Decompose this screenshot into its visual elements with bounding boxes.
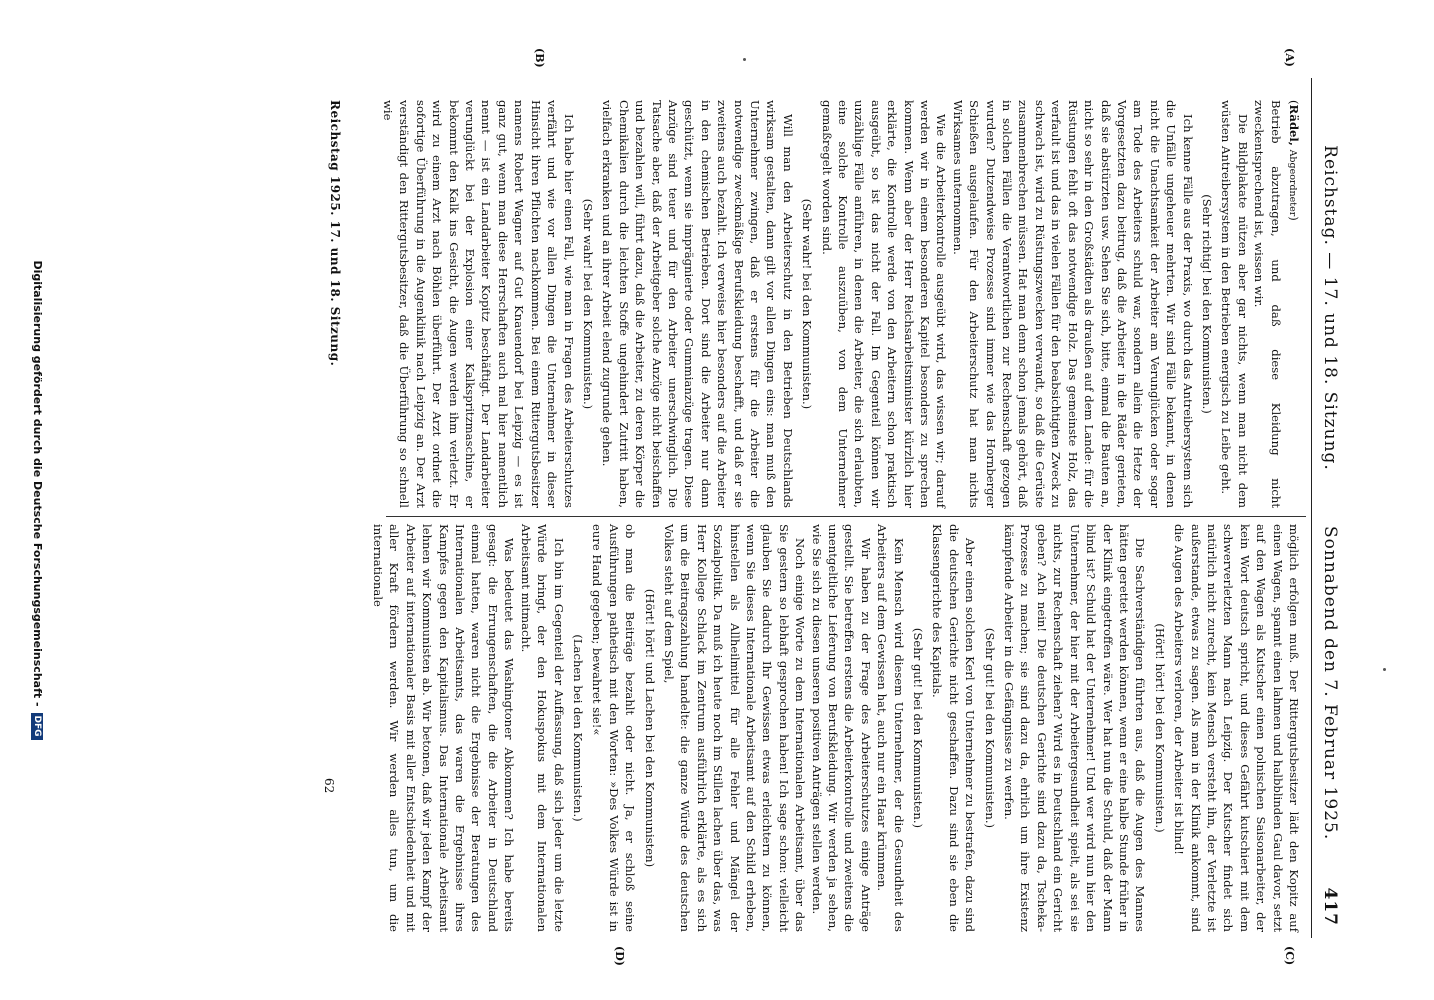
speaker-role: Abgeordneter: [1287, 149, 1298, 217]
dfg-logo: DFG: [31, 713, 43, 740]
speaker-name: Rädel,: [1287, 104, 1301, 146]
interjection: (Sehr wahr! bei den Kommunisten.): [580, 198, 595, 410]
footer-number: 62: [322, 778, 336, 794]
paragraph: Ich habe hier einen Fall, wie man in Fragen des Arbeiterschutzes verfährt und wie vor allen Dingen die Unternehmer in dieser Hinsicht ihren Pflichten nachkommen. Bei einem Rittergutsbesitzer namens Robert Wagner auf Gut Knauendorf bei Leipzig — es ist ganz gut, wenn man diese Herrschaften auch mal hier namentlich nennt — ist ein Landarbeiter Kopitz beschäftigt. Der Landarbeiter verunglückt bei der Explosion einer Kalkspritzmaschine, er bekommt den Kalk ins Gesicht, die Augen werden ihm verletzt. Er wird zu einem Arzt nach Böhlen überführt. Der Arzt ordnet die sofortige Überführung in die Augenklinik nach Leipzig an. Der Arzt verständigt den Rittergutsbesitzer, daß die Überführung so schnell wie: [381, 100, 576, 508]
footer-session: Reichstag 1925. 17. und 18. Sitzung.: [328, 100, 342, 367]
page-header: [1311, 78, 1346, 938]
paragraph: Wie die Arbeiterkontrolle ausgeübt wird, das wissen wir; darauf werden wir in einem besonderen Kapitel besonders zu sprechen kommen. Wenn aber der Herr Reichsarbeitsminister kürzlich hier erklärte, die Kontrolle werde von den Arbeitern schon praktisch ausgeübt, so ist das nicht der Fall. Im Gegenteil können wir unzählige Fälle anführen, in denen die Arbeiter, die sich erlaubten, eine solche Kontrolle auszuüben, von dem Unternehmer gemaßregelt worden sind.: [819, 100, 949, 508]
paragraph: Die Bildplakate nützen aber gar nichts, wenn man nicht dem wüsten Antreibersystem in den Betrieben energisch zu Leibe geht.: [1219, 100, 1250, 508]
paragraph: Aber einen solchen Kerl von Unternehmer zu bestrafen, dazu sind die deutschen Gerichte nicht geschaffen. Dazu sind sie eben die Klassengerichte des Kapitals.: [930, 524, 978, 932]
paragraph: Die Sachverständigen führten aus, daß die Augen des Mannes hätten gerettet werden können, wenn er eine halbe Stunde früher in der Klinik eingetroffen wäre. Wer hat nun die Schuld, daß der Mann blind ist? Schuld hat der Unternehmer! Und wer wird nun hier den Unternehmer, der hier mit der Arbeitergesundheit spielt, als sei sie nichts, zur Rechenschaft ziehen? Wird es in Deutschland ein Gericht geben? Ach nein! Die deutschen Gerichte sind dazu da, Tscheka-Prozesse zu machen; sie sind dazu da, ehrlich um ihre Existenz kämpfende Arbeiter in die Gefängnisse zu werfen.: [1002, 524, 1148, 932]
interjection: (Hört! hört! bei den Kommunisten.): [1152, 623, 1167, 833]
interjection: (Sehr gut! bei den Kommunisten.): [982, 627, 997, 829]
margin-letter-c: (C): [1283, 946, 1296, 966]
speaker-line: (Rädel, Abgeordneter): [1287, 100, 1301, 221]
margin-letter-a: (A): [1283, 48, 1296, 67]
left-column: [380, 100, 1302, 508]
interjection: (Sehr gut! bei den Kommunisten.): [911, 627, 926, 829]
interjection: (Lachen bei den Kommunisten.): [570, 634, 585, 822]
column-divider: [386, 516, 1306, 517]
paragraph: Kein Mensch wird diesem Unternehmer, der die Gesundheit des Arbeiters auf dem Gewissen hat, auch nur ein Haar krümmen.: [875, 524, 906, 932]
header-title-left: Reichstag. — 17. und 18. Sitzung.: [1320, 145, 1340, 471]
margin-letter-d: (D): [613, 946, 626, 966]
page-number: 417: [1320, 887, 1340, 926]
scan-speck: [743, 58, 746, 61]
interjection: (Hört! hört! und Lachen bei den Kommunisten): [642, 588, 657, 868]
paragraph: Will man den Arbeiterschutz in den Betrieben Deutschlands wirksam gestalten, dann gilt vor allen Dingen eins: man muß den Unternehmer zwingen, daß er erstens für die Arbeiter die notwendige zweckmäßige Berufskleidung beschafft, und daß er sie zweitens auch bezahlt. Ich verweise hier besonders auf die Arbeiter in den chemischen Betrieben. Dort sind die Arbeiter nur dann geschützt, wenn sie imprägnierte oder Gummianzüge tragen. Diese Anzüge sind teuer und für den Arbeiter unerschwinglich. Die Tatsache aber, daß der Arbeitgeber solche Anzüge nicht beischaffen und bezahlen will, führt dazu, daß die Arbeiter, zu deren Körper die Chemikalien durch die leichten Stoffe ungehindert Zutritt haben, vielfach erkranken und an ihrer Arbeit elend zugrunde gehen.: [600, 100, 795, 508]
digitization-credit: [24, 0, 44, 1000]
scanned-page: [91, 48, 1346, 966]
right-column: [370, 524, 1302, 932]
scan-speck: [1383, 668, 1386, 671]
paragraph: Wir haben zu der Frage des Arbeiterschutzes einige Anträge gestellt. Sie betreffen erstens die Arbeiterkontrolle und zweitens die unentgeltliche Lieferung von Berufskleidung. Wir werden ja sehen, wie Sie sich zu diesen unseren positiven Anträgen stellen werden.: [809, 524, 873, 932]
paragraph: möglich erfolgen muß. Der Rittergutsbesitzer lädt den Kopitz auf einen Wagen, spannt einen lahmen und halbblinden Gaul davor, setzt auf den Wagen als Kutscher einen polnischen Saisonarbeiter, der kein Wort deutsch spricht, und dieses Gefährt kutschiert mit dem schwerverletzten Mann nach Leipzig. Der Kutscher findet sich natürlich nicht zurecht, kein Mensch versteht ihn, der Verletzte ist außerstande, etwas zu sagen. Als man in der Klinik ankommt, sind die Augen des Arbeiters verloren, der Arbeiter ist blind!: [1172, 524, 1301, 932]
paragraph: Ich bin im Gegenteil der Auffassung, daß sich jeder um die letzte Würde bringt, der den Hokuspokus mit dem Internationalen Arbeitsamt mitmacht.: [518, 524, 566, 932]
paragraph: Was bedeutet das Washingtoner Abkommen? Ich habe bereits gesagt: die Errungenschaften, die die Arbeiter in Deutschland einmal hatten, waren nicht die Ergebnisse der Beratungen des Internationalen Arbeitsamts, das waren die Ergebnisse ihres Kampfes gegen den Kapitalismus. Das Internationale Arbeitsamt lehnen wir Kommunisten ab. Wir betonen, daß wir jeden Kampf der Arbeiter auf internationaler Basis mit aller Entschiedenheit und mit aller Kraft fördern werden. Wir werden alles tun, um die internationale: [371, 524, 517, 932]
interjection: (Sehr wahr! bei den Kommunisten.): [800, 198, 815, 410]
digitization-text: Digitalisierung gefördert durch die Deutsche Forschungsgemeinschaft -: [31, 260, 44, 707]
paragraph: Betrieb abzutragen, und daß diese Kleidung nicht zweckentsprechend ist, wissen wir.: [1252, 100, 1283, 508]
interjection: (Sehr richtig! bei den Kommunisten.): [1199, 194, 1214, 414]
paragraph: ob man die Beiträge bezahlt oder nicht. Ja, er schloß seine Ausführungen pathetisch mit den Worten: »Des Volkes Würde ist in eure Hand gegeben; bewahret sie!«: [590, 524, 638, 932]
paragraph: Ich kenne Fälle aus der Praxis, wo durch das Antreibersystem sich die Unfälle ungeheuer mehrten. Wir sind Fälle bekannt, in denen nicht die Unachtsamkeit der Arbeiter am Verunglücken oder sogar am Tode des Arbeiters schuld war, sondern allein die Hetze der Vorgesetzten dazu beitrug, daß die Arbeiter in die Räder gerieten, daß sie abstürzten usw. Sehen Sie sich, bitte, einmal die Bauten an, nicht so sehr in den Großstädten als draußen auf dem Lande: für die Rüstungen fehlt oft das notwendige Holz. Das gemeinste Holz, das verfault ist und das in vielen Fällen für den beabsichtigten Zweck zu schwach ist, wird zu Rüstungszwecken verwandt, so daß die Gerüste zusammenbrechen müssen. Hat man denn schon jemals gehört, daß in solchen Fällen die Verantwortlichen zur Rechenschaft gezogen wurden? Dutzendweise Prozesse sind immer wie das Hornberger Schießen ausgelaufen. Für den Arbeiterschutz hat man nichts Wirksames unternommen.: [950, 100, 1195, 508]
margin-letter-b: (B): [533, 48, 546, 68]
paragraph: Noch einige Worte zu dem Internationalen Arbeitsamt, über das Sie gestern so lebhaft gesprochen haben! Ich sage schon: vielleicht glauben Sie dadurch Ihr Gewissen etwas erleichtern zu können, wenn Sie dieses Internationale Arbeitsamt auf den Schild erheben, hinstellen als Allheilmittel für alle Fehler und Mängel der Sozialpolitik. Da muß ich heute noch im Stillen lachen über das, was Herr Kollege Schlack im Zentrum ausführlich erklärte, als es sich um die Beitragszahlung handelte: die ganze Würde des deutschen Volkes steht auf dem Spiel,: [661, 524, 808, 932]
header-title-right: Sonnabend den 7. Februar 1925.: [1320, 526, 1340, 841]
